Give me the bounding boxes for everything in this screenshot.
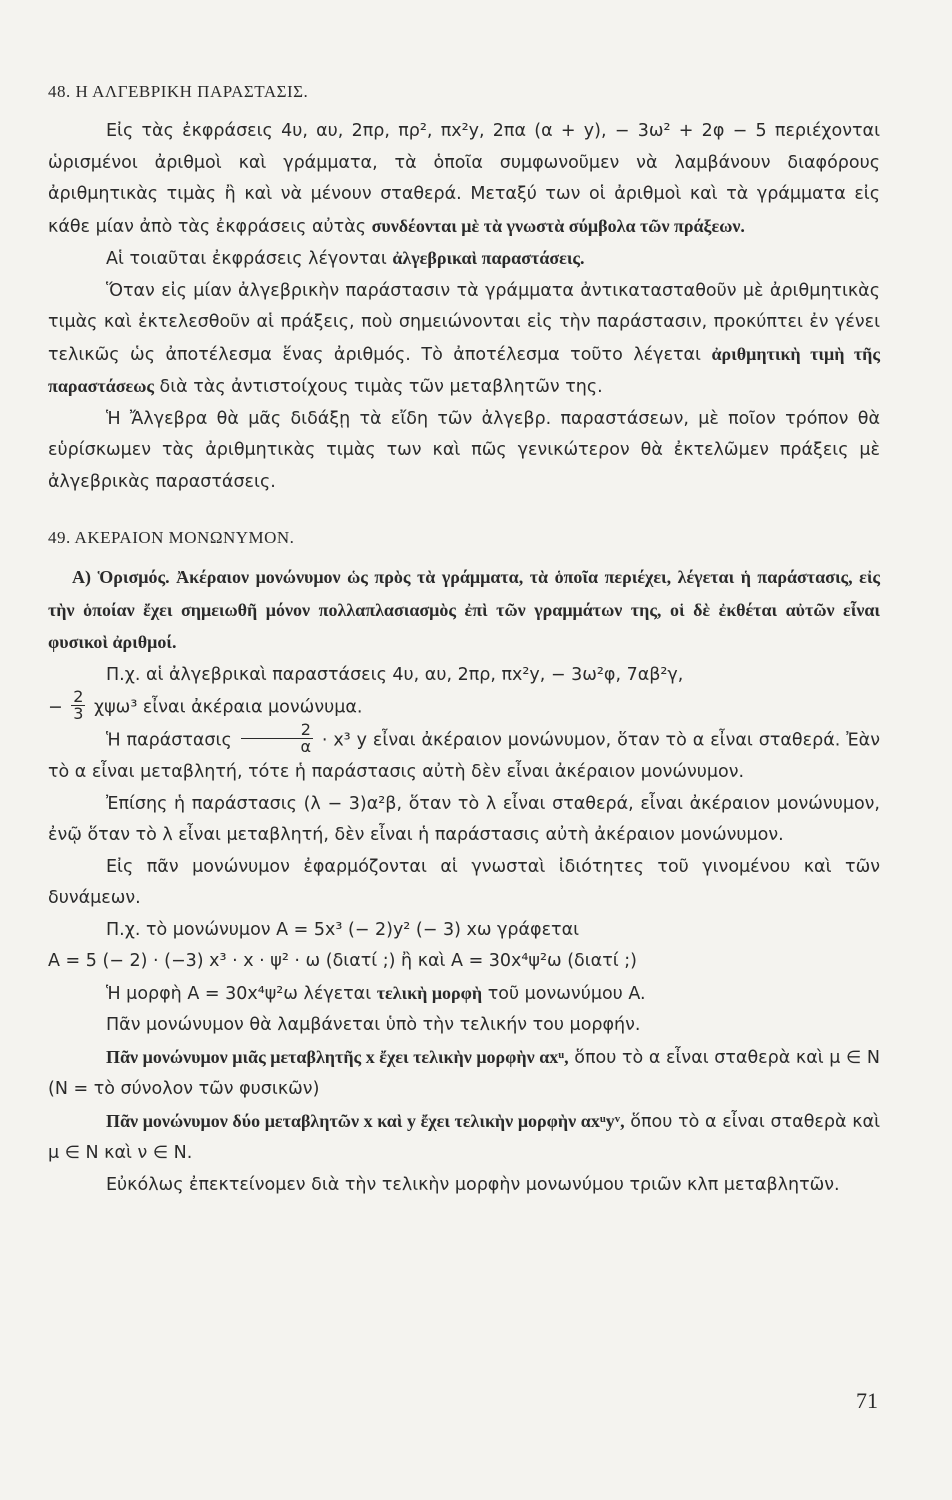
paragraph-expressions-bold: συνδέονται μὲ τὰ γνωστὰ σύμβολα τῶν πράξεων. <box>371 215 745 236</box>
paragraph-definition <box>48 562 880 660</box>
fraction-denominator: 3 <box>73 704 84 723</box>
section-48-heading: 48. Η ΑΛΓΕΒΡΙΚΗ ΠΑΡΑΣΤΑΣΙΣ. <box>48 82 309 101</box>
paragraph-algebra-teaches: Ἡ Ἄλγεβρα θὰ μᾶς διδάξῃ τὰ εἴδη τῶν ἀλγεβρ. παραστάσεων, μὲ ποῖον τρόπον θὰ εὑρίσκωμεν τὰς ἀριθμητικὰς τιμὰς των καὶ πῶς γενικώτερον θὰ ἐκτελῶμεν πράξεις μὲ ἀλγεβρικὰς παραστάσεις. <box>48 408 880 492</box>
example-monomial-line-1: Π.χ. τὸ μονώνυμον A = 5x³ (− 2)y² (− 3) xω γράφεται <box>106 919 580 940</box>
fraction-denominator: α <box>300 737 312 756</box>
rule-two-variables-text: ὅπου τὸ α εἶναι σταθερὰ καὶ μ ∈ N καὶ ν ∈ N. <box>48 1111 880 1163</box>
page-content <box>48 82 880 1201</box>
expression-alpha-tail: · x³ y εἶναι ἀκέραιον μονώνυμον, ὅταν τὸ α εἶναι σταθερά. Ἐὰν τὸ α εἶναι μεταβλητή, τότε ἡ παράστασις αὐτὴ δὲν εἶναι ἀκέραιον μονώνυμον. <box>48 730 880 782</box>
paragraph-example-fraction <box>48 687 880 724</box>
paragraph-algebraic-text: Αἱ τοιαῦται ἐκφράσεις λέγονται <box>106 249 387 269</box>
final-form-text: Ἡ μορφὴ A = 30x⁴ψ²ω λέγεται <box>106 983 372 1004</box>
example-fraction-text: χψω³ εἶναι ἀκέραια μονώνυμα. <box>94 697 363 718</box>
term-numeric-value: ἀριθμητικὴ τιμὴ τῆς παραστάσεως <box>48 343 880 396</box>
example-monomial-line-2: A = 5 (− 2) · (−3) x³ · x · ψ² · ω (διατί ;) ἢ καὶ A = 30x⁴ψ²ω (διατί ;) <box>48 951 637 971</box>
rule-two-variables-bold: Πᾶν μονώνυμον δύο μεταβλητῶν x καὶ y ἔχει τελικὴν μορφὴν αxᵘyᵛ, <box>106 1110 625 1131</box>
paragraph-extension: Εὐκόλως ἐπεκτείνομεν διὰ τὴν τελικὴν μορφὴν μονωνύμου τριῶν κλπ μεταβλητῶν. <box>106 1174 840 1195</box>
paragraph-expression-alpha <box>48 720 880 789</box>
paragraph-properties: Εἰς πᾶν μονώνυμον ἐφαρμόζονται αἱ γνωσταὶ ἰδιότητες τοῦ γινομένου καὶ τῶν δυνάμεων. <box>48 856 880 908</box>
paragraph-example-monomials <box>48 660 880 692</box>
term-final-form: τελικὴ μορφὴ <box>376 982 483 1003</box>
paragraph-numeric-value-text: Ὅταν εἰς μίαν ἀλγεβρικὴν παράστασιν τὰ γράμματα ἀντικατασταθοῦν μὲ ἀριθμητικὰς τιμὰς καὶ ἐκτελεσθοῦν αἱ πράξεις, ποὺ σημειώνονται εἰς τὴν παράστασιν, προκύπτει ἐν γένει τελικῶς ὡς ἀποτέλεσμα ἕνας ἀριθμός. Τὸ ἀποτέλεσμα τοῦτο λέγεται <box>48 280 880 365</box>
term-algebraic-expressions: ἀλγεβρικαὶ παραστάσεις. <box>392 248 585 268</box>
fraction-two-over-alpha <box>241 722 313 755</box>
paragraph-expressions-text: Εἰς τὰς ἐκφράσεις 4υ, αυ, 2πρ, πρ², πx²y, 2πα (α + y), − 3ω² + 2φ − 5 περιέχονται ὡρισμένοι ἀριθμοὶ καὶ γράμματα, τὰ ὁποῖα συμφωνοῦμεν νὰ λαμβάνουν διαφόρους ἀριθμητικὰς τιμὰς ἢ καὶ νὰ μένουν σταθερά. Μεταξύ των οἱ ἀριθμοὶ καὶ τὰ γράμματα εἰς κάθε μίαν ἀπὸ τὰς ἐκφράσεις αὐτὰς <box>48 121 880 237</box>
expression-alpha-text: Ἡ παράστασις <box>106 730 232 751</box>
fraction-numerator: 2 <box>241 722 313 739</box>
paragraph-rule-final-form: Πᾶν μονώνυμον θὰ λαμβάνεται ὑπὸ τὴν τελικήν του μορφήν. <box>106 1015 641 1035</box>
paragraph-final-form <box>48 978 880 1011</box>
fraction-two-thirds <box>71 689 85 722</box>
paragraph-expressions <box>48 116 880 243</box>
fraction-numerator: 2 <box>73 687 84 706</box>
page-number: 71 <box>856 1388 878 1413</box>
definition-bold: Α) Ὁρισμός. Ἀκέραιον μονώνυμον ὡς πρὸς τὰ γράμματα, τὰ ὁποῖα περιέχει, λέγεται ἡ παράστασις, εἰς τὴν ὁποίαν ἔχει σημειωθῆ μόνον πολλαπλασιασμὸς ἐπὶ τῶν γραμμάτων της, οἱ δὲ ἐκθέται αὐτῶν εἶναι φυσικοὶ ἀριθμοί. <box>48 567 880 652</box>
paragraph-algebraic-definition <box>48 243 880 276</box>
final-form-tail: τοῦ μονωνύμου A. <box>487 983 646 1004</box>
rule-one-variable-text: ὅπου τὸ α εἶναι σταθερὰ καὶ μ ∈ N (N = τὸ σύνολον τῶν φυσικῶν) <box>48 1047 881 1099</box>
paragraph-numeric-value <box>48 276 880 404</box>
paragraph-rule-one-variable <box>48 1042 880 1106</box>
example-monomials-text: Π.χ. αἱ ἀλγεβρικαὶ παραστάσεις 4υ, αυ, 2πρ, πx²y, − 3ω²φ, 7αβ²γ, <box>106 664 684 685</box>
rule-one-variable-bold: Πᾶν μονώνυμον μιᾶς μεταβλητῆς x ἔχει τελικὴν μορφὴν αxᵘ, <box>106 1046 569 1067</box>
section-49-heading: 49. ΑΚΕΡΑΙΟΝ ΜΟΝΩΝΥΜΟΝ. <box>48 528 295 547</box>
paragraph-numeric-value-tail: διὰ τὰς ἀντιστοίχους τιμὰς τῶν μεταβλητῶν της. <box>159 377 603 397</box>
paragraph-lambda-example: Ἐπίσης ἡ παράστασις (λ − 3)α²β, ὅταν τὸ λ εἶναι σταθερά, εἶναι ἀκέραιον μονώνυμον, ἐνῷ ὅταν τὸ λ εἶναι μεταβλητή, δὲν εἶναι ἡ παράστασις αὐτὴ ἀκέραιον μονώνυμον. <box>48 793 880 845</box>
paragraph-rule-two-variables <box>48 1106 880 1170</box>
minus-sign: − <box>48 697 63 718</box>
